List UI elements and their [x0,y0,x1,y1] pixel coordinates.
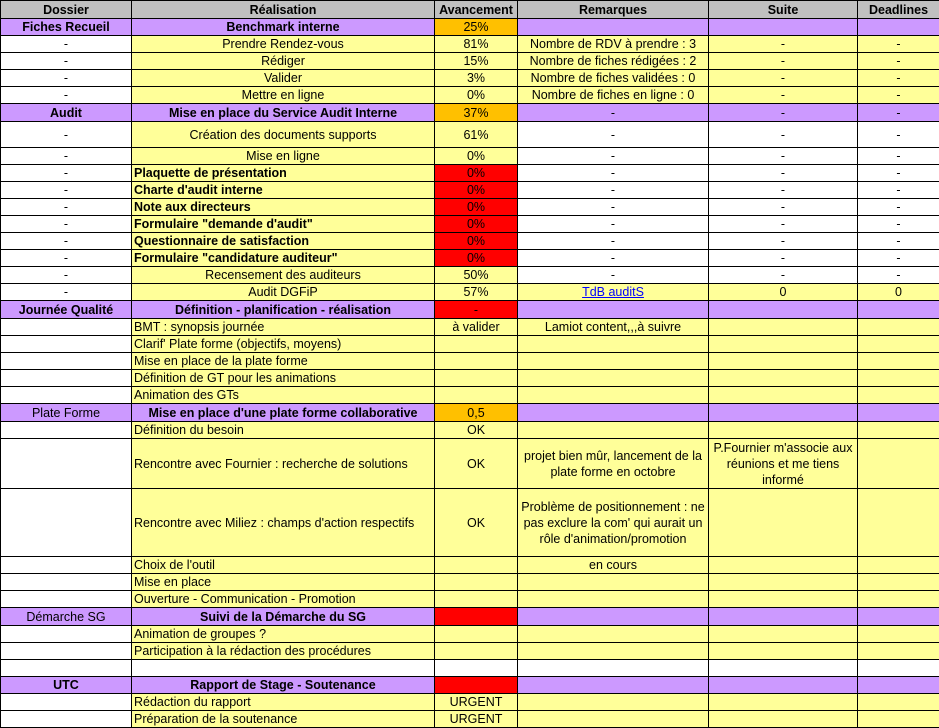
table-row [1,557,939,574]
table-row [1,439,939,489]
realisation-cell[interactable]: Préparation de la soutenance [132,711,435,728]
table-row [1,574,939,591]
suite-cell[interactable]: - [709,199,858,216]
remarques-cell[interactable] [518,711,709,728]
dossier-cell[interactable]: - [1,87,132,104]
remarques-cell[interactable]: Nombre de fiches validées : 0 [518,70,709,87]
table-row [1,353,939,370]
remarques-cell[interactable]: - [518,182,709,199]
realisation-cell[interactable]: Définition du besoin [132,422,435,439]
realisation-cell[interactable] [132,660,435,677]
deadlines-cell[interactable]: - [858,70,939,87]
deadlines-cell[interactable] [858,19,939,36]
table-row [1,122,939,148]
avancement-cell[interactable]: OK [435,439,518,489]
avancement-cell[interactable]: 37% [435,104,518,122]
deadlines-cell[interactable]: 0 [858,284,939,301]
avancement-cell[interactable] [435,370,518,387]
table-body [1,19,939,728]
remarques-cell[interactable] [518,336,709,353]
avancement-cell[interactable]: 0% [435,233,518,250]
deadlines-cell[interactable]: - [858,250,939,267]
table-row [1,336,939,353]
table-row [1,284,939,301]
avancement-cell[interactable] [435,591,518,608]
table-row [1,387,939,404]
deadlines-cell[interactable] [858,626,939,643]
dossier-cell[interactable] [1,626,132,643]
table-row [1,711,939,728]
realisation-cell[interactable]: Charte d'audit interne [132,182,435,199]
realisation-cell[interactable]: Mise en place du Service Audit Interne [132,104,435,122]
remarques-cell[interactable] [518,422,709,439]
dossier-cell[interactable]: Journée Qualité [1,301,132,319]
deadlines-cell[interactable]: - [858,87,939,104]
table-row [1,165,939,182]
remarques-cell[interactable]: - [518,250,709,267]
realisation-cell[interactable]: Questionnaire de satisfaction [132,233,435,250]
avancement-cell[interactable] [435,336,518,353]
suite-cell[interactable] [709,694,858,711]
suite-cell[interactable]: P.Fournier m'associe aux réunions et me tiens informé [709,439,858,489]
remarques-cell[interactable]: Nombre de RDV à prendre : 3 [518,36,709,53]
avancement-cell[interactable] [435,626,518,643]
avancement-cell[interactable]: URGENT [435,711,518,728]
dossier-cell[interactable]: - [1,53,132,70]
avancement-cell[interactable] [435,387,518,404]
realisation-cell[interactable]: Mettre en ligne [132,87,435,104]
realisation-cell[interactable]: Définition - planification - réalisation [132,301,435,319]
remarques-cell[interactable] [518,353,709,370]
table-row [1,233,939,250]
deadlines-cell[interactable] [858,489,939,557]
deadlines-cell[interactable] [858,439,939,489]
deadlines-cell[interactable] [858,660,939,677]
table-row [1,591,939,608]
suite-cell[interactable] [709,608,858,626]
remarques-cell[interactable] [518,387,709,404]
table-row [1,626,939,643]
suite-cell[interactable]: - [709,148,858,165]
suite-cell[interactable] [709,387,858,404]
realisation-cell[interactable]: Choix de l'outil [132,557,435,574]
dossier-cell[interactable]: - [1,216,132,233]
suite-cell[interactable] [709,370,858,387]
deadlines-cell[interactable] [858,677,939,694]
deadlines-cell[interactable] [858,353,939,370]
remarques-cell[interactable]: - [518,233,709,250]
suite-cell[interactable] [709,557,858,574]
avancement-cell[interactable]: OK [435,422,518,439]
realisation-cell[interactable]: Valider [132,70,435,87]
suite-cell[interactable]: - [709,233,858,250]
dossier-cell[interactable] [1,711,132,728]
table-row [1,660,939,677]
deadlines-cell[interactable] [858,301,939,319]
realisation-cell[interactable]: Mise en place [132,574,435,591]
suite-cell[interactable]: - [709,53,858,70]
deadlines-cell[interactable] [858,370,939,387]
remarques-cell[interactable]: - [518,216,709,233]
realisation-cell[interactable]: Ouverture - Communication - Promotion [132,591,435,608]
realisation-cell[interactable]: Formulaire "candidature auditeur" [132,250,435,267]
realisation-cell[interactable]: Animation de groupes ? [132,626,435,643]
deadlines-cell[interactable]: - [858,122,939,148]
suite-cell[interactable]: - [709,122,858,148]
remarques-cell[interactable] [518,19,709,36]
suite-cell[interactable] [709,422,858,439]
dossier-cell[interactable]: UTC [1,677,132,694]
suite-cell[interactable] [709,353,858,370]
remarques-cell[interactable] [518,574,709,591]
suite-cell[interactable] [709,574,858,591]
table-row [1,148,939,165]
avancement-cell[interactable] [435,677,518,694]
avancement-cell[interactable]: à valider [435,319,518,336]
avancement-cell[interactable]: 50% [435,267,518,284]
realisation-cell[interactable]: Rédiger [132,53,435,70]
avancement-cell[interactable]: 0% [435,148,518,165]
deadlines-cell[interactable] [858,608,939,626]
suite-cell[interactable] [709,301,858,319]
table-row [1,422,939,439]
remarques-cell[interactable]: - [518,267,709,284]
avancement-cell[interactable]: 0% [435,250,518,267]
dossier-cell[interactable] [1,370,132,387]
remarques-cell[interactable] [518,301,709,319]
dossier-cell[interactable] [1,574,132,591]
remarques-cell[interactable]: - [518,199,709,216]
dossier-cell[interactable] [1,557,132,574]
deadlines-cell[interactable]: - [858,233,939,250]
dossier-cell[interactable] [1,319,132,336]
suite-cell[interactable]: - [709,250,858,267]
header-suite[interactable]: Suite [709,1,858,19]
deadlines-cell[interactable]: - [858,216,939,233]
remarques-cell[interactable] [518,370,709,387]
dossier-cell[interactable] [1,591,132,608]
deadlines-cell[interactable] [858,422,939,439]
deadlines-cell[interactable] [858,711,939,728]
suite-cell[interactable]: - [709,165,858,182]
dossier-cell[interactable] [1,387,132,404]
avancement-cell[interactable] [435,608,518,626]
suite-cell[interactable]: - [709,182,858,199]
remarques-cell[interactable]: - [518,148,709,165]
remarques-cell[interactable] [518,284,709,301]
avancement-cell[interactable]: 0% [435,87,518,104]
dossier-cell[interactable]: - [1,267,132,284]
suite-cell[interactable] [709,626,858,643]
remarques-cell[interactable]: projet bien mûr, lancement de la plate forme en octobre [518,439,709,489]
remarques-cell[interactable]: en cours [518,557,709,574]
dossier-cell[interactable]: - [1,70,132,87]
avancement-cell[interactable]: OK [435,489,518,557]
deadlines-cell[interactable] [858,574,939,591]
remarques-cell[interactable] [518,404,709,422]
avancement-cell[interactable]: URGENT [435,694,518,711]
table-row [1,250,939,267]
dossier-cell[interactable]: - [1,233,132,250]
suite-cell[interactable] [709,319,858,336]
remarques-cell[interactable] [518,626,709,643]
header-deadlines[interactable]: Deadlines [858,1,939,19]
suite-cell[interactable] [709,404,858,422]
avancement-cell[interactable] [435,574,518,591]
realisation-cell[interactable]: Benchmark interne [132,19,435,36]
avancement-cell[interactable]: 0% [435,199,518,216]
deadlines-cell[interactable] [858,319,939,336]
suite-cell[interactable] [709,711,858,728]
remarques-cell[interactable]: Problème de positionnement : ne pas exclure la com' qui aurait un rôle d'animation/promotion [518,489,709,557]
table-row [1,319,939,336]
deadlines-cell[interactable]: - [858,36,939,53]
dossier-cell[interactable] [1,336,132,353]
realisation-cell[interactable]: Mise en place de la plate forme [132,353,435,370]
realisation-cell[interactable]: Participation à la rédaction des procédures [132,643,435,660]
remarques-cell[interactable] [518,660,709,677]
deadlines-cell[interactable] [858,591,939,608]
realisation-cell[interactable]: Clarif' Plate forme (objectifs, moyens) [132,336,435,353]
realisation-cell[interactable]: Rencontre avec Miliez : champs d'action respectifs [132,489,435,557]
avancement-cell[interactable]: 3% [435,70,518,87]
realisation-cell[interactable]: Plaquette de présentation [132,165,435,182]
avancement-cell[interactable]: 0% [435,182,518,199]
dossier-cell[interactable]: Plate Forme [1,404,132,422]
remarques-cell[interactable] [518,694,709,711]
suite-cell[interactable]: - [709,70,858,87]
avancement-cell[interactable]: 81% [435,36,518,53]
suite-cell[interactable]: - [709,36,858,53]
table-row [1,216,939,233]
dossier-cell[interactable] [1,422,132,439]
realisation-cell[interactable]: Définition de GT pour les animations [132,370,435,387]
table-row [1,199,939,216]
suite-cell[interactable] [709,660,858,677]
header-remarques[interactable]: Remarques [518,1,709,19]
suite-cell[interactable]: 0 [709,284,858,301]
avancement-cell[interactable]: - [435,301,518,319]
deadlines-cell[interactable] [858,694,939,711]
table-row [1,19,939,36]
table-row [1,267,939,284]
table-row [1,489,939,557]
table-row [1,677,939,694]
avancement-cell[interactable]: 15% [435,53,518,70]
dossier-cell[interactable] [1,489,132,557]
header-dossier[interactable]: Dossier [1,1,132,19]
avancement-cell[interactable] [435,353,518,370]
remarques-cell[interactable]: - [518,165,709,182]
table-row [1,87,939,104]
realisation-cell[interactable]: Rédaction du rapport [132,694,435,711]
remarques-cell[interactable] [518,677,709,694]
realisation-cell[interactable]: Recensement des auditeurs [132,267,435,284]
deadlines-cell[interactable] [858,336,939,353]
table-row [1,104,939,122]
avancement-cell[interactable]: 57% [435,284,518,301]
deadlines-cell[interactable]: - [858,104,939,122]
table-row [1,404,939,422]
deadlines-cell[interactable]: - [858,199,939,216]
realisation-cell[interactable]: Suivi de la Démarche du SG [132,608,435,626]
deadlines-cell[interactable] [858,387,939,404]
dossier-cell[interactable]: Démarche SG [1,608,132,626]
realisation-cell[interactable]: Mise en ligne [132,148,435,165]
realisation-cell[interactable]: Création des documents supports [132,122,435,148]
deadlines-cell[interactable] [858,643,939,660]
realisation-cell[interactable]: Mise en place d'une plate forme collaborative [132,404,435,422]
hyperlink[interactable]: TdB auditS [582,285,644,299]
header-avancement[interactable]: Avancement [435,1,518,19]
header-realisation[interactable]: Réalisation [132,1,435,19]
table-row [1,36,939,53]
suite-cell[interactable] [709,336,858,353]
remarques-cell[interactable]: Nombre de fiches en ligne : 0 [518,87,709,104]
realisation-cell[interactable]: Prendre Rendez-vous [132,36,435,53]
suite-cell[interactable] [709,489,858,557]
avancement-cell[interactable] [435,660,518,677]
table-row [1,643,939,660]
deadlines-cell[interactable] [858,404,939,422]
header-row [1,1,939,19]
dossier-cell[interactable] [1,660,132,677]
table-row [1,370,939,387]
dossier-cell[interactable]: - [1,122,132,148]
dossier-cell[interactable]: - [1,250,132,267]
avancement-cell[interactable]: 0% [435,216,518,233]
dossier-cell[interactable]: - [1,199,132,216]
suite-cell[interactable]: - [709,87,858,104]
dossier-cell[interactable]: - [1,148,132,165]
realisation-cell[interactable]: BMT : synopsis journée [132,319,435,336]
deadlines-cell[interactable] [858,557,939,574]
dossier-cell[interactable]: - [1,284,132,301]
remarques-cell[interactable] [518,591,709,608]
dossier-cell[interactable] [1,643,132,660]
deadlines-cell[interactable]: - [858,182,939,199]
table-row [1,694,939,711]
deadlines-cell[interactable]: - [858,267,939,284]
remarques-cell[interactable] [518,608,709,626]
remarques-cell[interactable]: - [518,104,709,122]
dossier-cell[interactable]: Fiches Recueil [1,19,132,36]
suite-cell[interactable] [709,591,858,608]
dossier-cell[interactable] [1,694,132,711]
deadlines-cell[interactable]: - [858,53,939,70]
remarques-cell[interactable]: Nombre de fiches rédigées : 2 [518,53,709,70]
suite-cell[interactable]: - [709,267,858,284]
deadlines-cell[interactable]: - [858,148,939,165]
realisation-cell[interactable]: Audit DGFiP [132,284,435,301]
realisation-cell[interactable]: Formulaire "demande d'audit" [132,216,435,233]
table-row [1,70,939,87]
dossier-cell[interactable] [1,439,132,489]
dossier-cell[interactable]: - [1,36,132,53]
avancement-cell[interactable]: 25% [435,19,518,36]
realisation-cell[interactable]: Animation des GTs [132,387,435,404]
suite-cell[interactable]: - [709,104,858,122]
avancement-cell[interactable] [435,643,518,660]
dossier-cell[interactable] [1,353,132,370]
remarques-cell[interactable] [518,643,709,660]
avancement-cell[interactable]: 61% [435,122,518,148]
avancement-cell[interactable]: 0,5 [435,404,518,422]
remarques-cell[interactable]: Lamiot content,,,à suivre [518,319,709,336]
suite-cell[interactable] [709,643,858,660]
remarques-cell[interactable]: - [518,122,709,148]
suite-cell[interactable] [709,677,858,694]
realisation-cell[interactable]: Rapport de Stage - Soutenance [132,677,435,694]
suite-cell[interactable]: - [709,216,858,233]
avancement-cell[interactable] [435,557,518,574]
realisation-cell[interactable]: Note aux directeurs [132,199,435,216]
table-row [1,608,939,626]
realisation-cell[interactable]: Rencontre avec Fournier : recherche de solutions [132,439,435,489]
suite-cell[interactable] [709,19,858,36]
table-row [1,182,939,199]
dossier-cell[interactable]: - [1,182,132,199]
avancement-cell[interactable]: 0% [435,165,518,182]
dossier-cell[interactable]: - [1,165,132,182]
dossier-cell[interactable]: Audit [1,104,132,122]
table-row [1,53,939,70]
table-row [1,301,939,319]
deadlines-cell[interactable]: - [858,165,939,182]
